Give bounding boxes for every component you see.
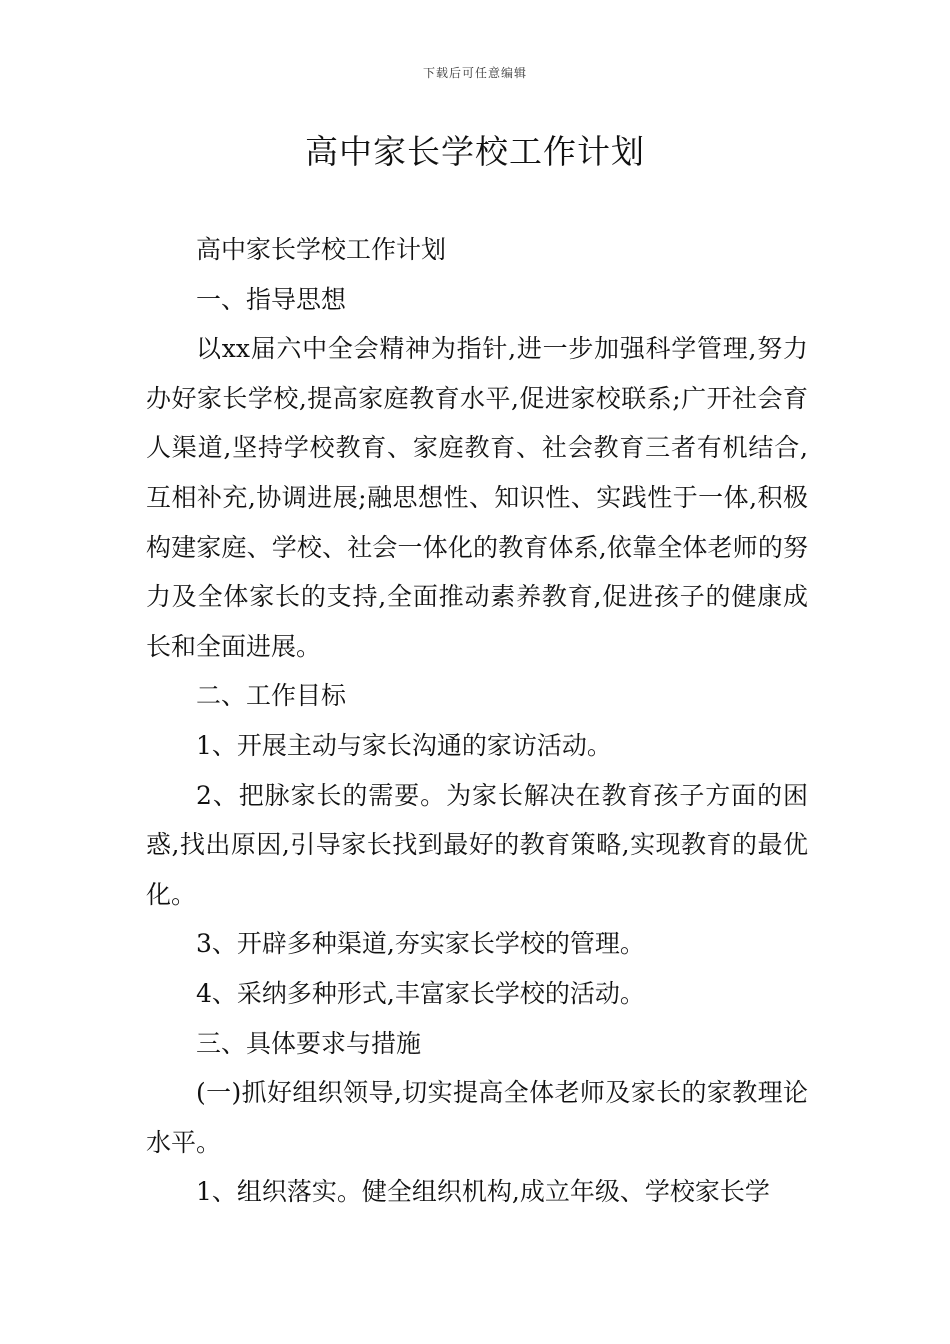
document-title: 高中家长学校工作计划: [305, 132, 645, 171]
list-item-goal-4: 4、采纳多种形式,丰富家长学校的活动。: [196, 978, 645, 1008]
list-item-organization-1: 1、组织落实。健全组织机构,成立年级、学校家长学: [196, 1177, 770, 1207]
paragraph-subtitle: 高中家长学校工作计划: [196, 235, 447, 264]
section-heading-work-goals: 二、工作目标: [196, 681, 347, 711]
subsection-heading-organization: (一)抓好组织领导,切实提高全体老师及家长的家教理论水平。: [146, 1078, 808, 1157]
document-body: [146, 225, 808, 1217]
page-header-note: 下载后可任意编辑: [422, 66, 527, 80]
paragraph-guiding-ideology: 以xx届六中全会精神为指针,进一步加强科学管理,努力办好家长学校,提高家庭教育水平,促进家校联系;广开社会育人渠道,坚持学校教育、家庭教育、社会教育三者有机结合,互相补充,协调进展;融思想性、知识性、实践性于一体,积极构建家庭、学校、社会一体化的教育体系,依靠全体老师的努力及全体家长的支持,全面推动素养教育,促进孩子的健康成长和全面进展。: [146, 334, 808, 661]
list-item-goal-3: 3、开辟多种渠道,夯实家长学校的管理。: [196, 929, 645, 959]
section-heading-requirements: 三、具体要求与措施: [196, 1028, 422, 1058]
list-item-goal-1: 1、开展主动与家长沟通的家访活动。: [196, 730, 612, 760]
section-heading-guiding-ideology: 一、指导思想: [196, 284, 347, 314]
list-item-goal-2: 2、把脉家长的需要。为家长解决在教育孩子方面的困惑,找出原因,引导家长找到最好的教育策略,实现教育的最优化。: [146, 780, 808, 909]
